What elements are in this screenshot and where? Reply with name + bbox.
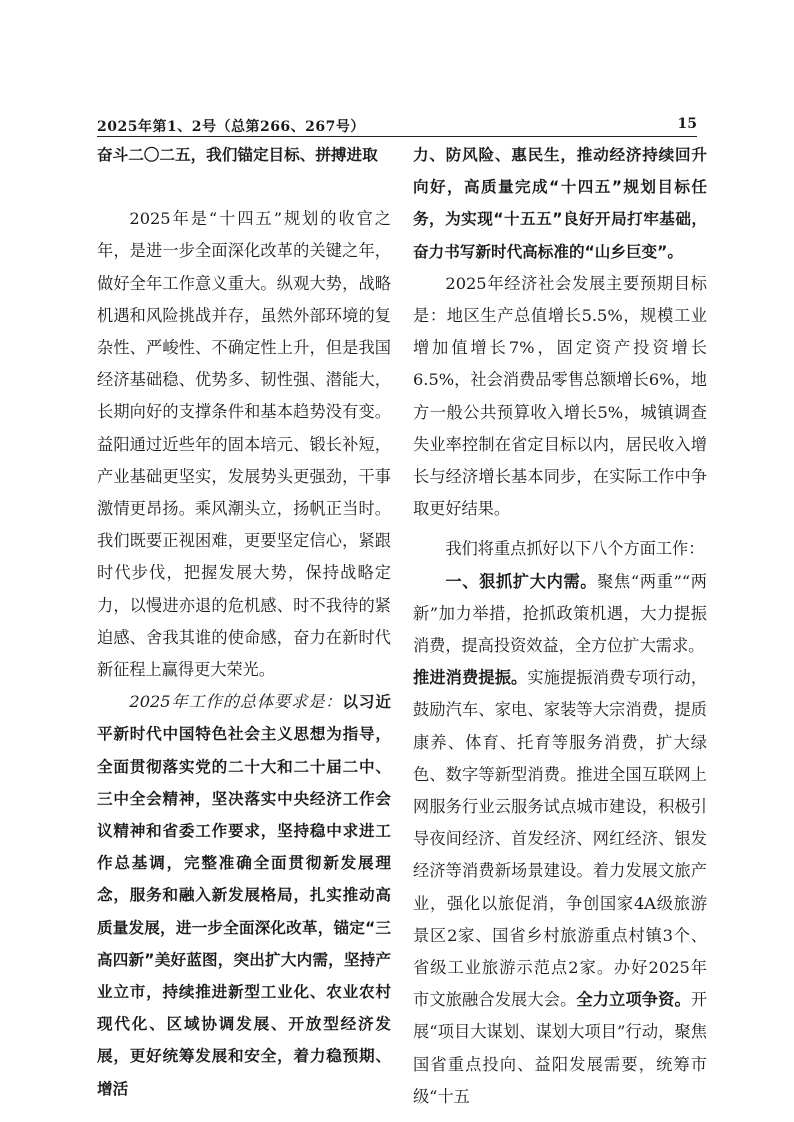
left-paragraph-1: 奋斗二〇二五，我们锚定目标、拼搏进取 (97, 146, 378, 164)
page-number: 15 (677, 116, 697, 132)
right-paragraph-4 (413, 566, 707, 663)
left-paragraph-3 (97, 686, 391, 1105)
header-rule (97, 136, 697, 137)
page-header (97, 114, 697, 136)
general-requirement-body: 以习近平新时代中国特色社会主义思想为指导，全面贯彻落实党的二十大和二十届二中、三中全会精神，坚决落实中央经济工作会议精神和省委工作要求，坚持稳中求进工作总基调，完整准确全面贯彻新发展理念，服务和融入新发展格局，扎实推动高质量发展，进一步全面深化改革，锚定“三高四新”美好蓝图，突出扩大内需，坚持产业立市，持续推进新型工业化、农业农村现代化、区域协调发展、开放型经济发展，更好统筹发展和安全，着力稳预期、增活 (97, 693, 391, 1098)
consumption-heading: 推进消费提振。 (413, 668, 528, 688)
spacer (97, 171, 391, 187)
project-heading: 全力立项争资。 (576, 990, 691, 1010)
section-one-body: 聚焦“两重”“两新”加力举措，抢抓政策机遇，大力提振消费，提高投资效益，全方位扩大需求。 (413, 571, 707, 656)
left-column (97, 139, 391, 1105)
section-one-heading: 一、狠抓扩大内需。 (445, 571, 598, 591)
right-paragraph-1: 力、防风险、惠民生，推动经济持续回升向好，高质量完成“十四五”规划目标任务，为实现“十五五”良好开局打牢基础，奋力书写新时代高标准的“山乡巨变”。 (413, 146, 707, 261)
right-paragraph-5 (413, 662, 707, 1113)
consumption-body: 实施提振消费专项行动，鼓励汽车、家电、家装等大宗消费，提质康养、体育、托育等服务消费，扩大绿色、数字等新型消费。推进全国互联网上网服务行业云服务试点城市建设，积极引导夜间经济、首发经济、网红经济、银发经济等消费新场景建设。着力发展文旅产业，强化以旅促消，争创国家4A级旅游景区2家、国省乡村旅游重点村镇3个、省级工业旅游示范点2家。办好2025年市文旅融合发展大会。 (413, 668, 708, 1010)
right-paragraph-3: 我们将重点抓好以下八个方面工作： (445, 539, 705, 559)
right-column (413, 139, 707, 1113)
general-requirement-lead: 2025年工作的总体要求是： (129, 692, 343, 712)
project-body: 开展“项目大谋划、谋划大项目”行动，聚焦国省重点投向、益阳发展需要，统筹市级“十五 (413, 990, 708, 1106)
right-paragraph-2: 2025年经济社会发展主要预期目标是：地区生产总值增长5.5%，规模工业增加值增长7%，固定资产投资增长6.5%，社会消费品零售总额增长6%，地方一般公共预算收入增长5%，城镇调查失业率控制在省定目标以内，居民收入增长与经济增长基本同步，在实际工作中争取更好结果。 (413, 273, 707, 519)
issue-label: 2025年第1、2号（总第266、267号） (97, 119, 365, 135)
left-paragraph-2: 2025年是“十四五”规划的收官之年，是进一步全面深化改革的关键之年，做好全年工作意义重大。纵观大势，战略机遇和风险挑战并存，虽然外部环境的复杂性、严峻性、不确定性上升，但是我国经济基础稳、优势多、韧性强、潜能大，长期向好的支撑条件和基本趋势没有变。益阳通过近些年的固本培元、锻长补短，产业基础更坚实，发展势头更强劲，干事激情更昂扬。乘风潮头立，扬帆正当时。我们既要正视困难，更要坚定信心，紧跟时代步伐，把握发展大势，保持战略定力，以慢进亦退的危机感、时不我待的紧迫感、舍我其谁的使命感，奋力在新时代新征程上赢得更大荣光。 (97, 209, 391, 680)
